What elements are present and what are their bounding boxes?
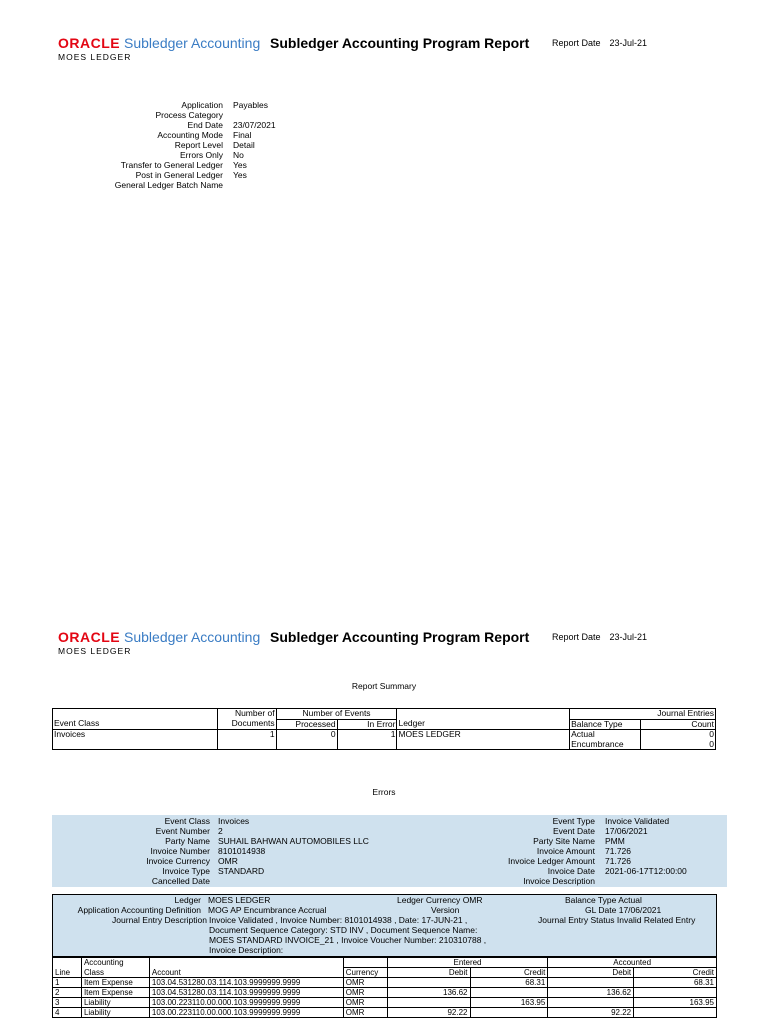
param-row bbox=[0, 160, 420, 170]
cell-currency: OMR bbox=[343, 978, 387, 988]
cell-line: 1 bbox=[53, 978, 82, 988]
error-row bbox=[52, 826, 727, 836]
param-row bbox=[0, 140, 420, 150]
error-value bbox=[218, 876, 468, 886]
je-currency bbox=[397, 895, 483, 905]
param-label: Transfer to General Ledger bbox=[120, 160, 223, 170]
param-value bbox=[233, 180, 420, 190]
error-label: Invoice Description bbox=[523, 876, 595, 886]
cell-class: Item Expense bbox=[81, 978, 149, 988]
cell-accounted-debit: 136.62 bbox=[548, 988, 634, 998]
cell-entered-credit bbox=[470, 1008, 548, 1018]
cell-processed: 0 bbox=[276, 730, 337, 750]
table-row bbox=[53, 988, 717, 998]
param-row bbox=[0, 150, 420, 160]
header-event-class: Event Class bbox=[53, 719, 218, 730]
header-accounted-debit: Debit bbox=[548, 968, 634, 978]
header-number-of-events: Number of Events bbox=[276, 709, 397, 720]
cell-currency: OMR bbox=[343, 1008, 387, 1018]
cell-line: 2 bbox=[53, 988, 82, 998]
header-accounting: Accounting bbox=[81, 958, 149, 968]
table-row bbox=[53, 978, 717, 988]
header-accounted: Accounted bbox=[548, 958, 717, 968]
param-value: No bbox=[233, 150, 244, 160]
param-row bbox=[0, 100, 420, 110]
error-row bbox=[52, 846, 727, 856]
error-row bbox=[52, 836, 727, 846]
balance-type-actual: Actual bbox=[571, 729, 595, 739]
header-processed: Processed bbox=[276, 719, 337, 730]
cell-in-error: 1 bbox=[337, 730, 397, 750]
cell-balance-types bbox=[570, 730, 641, 750]
header-account: Account bbox=[149, 968, 343, 978]
logo-brand: ORACLE bbox=[58, 35, 121, 51]
param-label: Application bbox=[181, 100, 223, 110]
cell-entered-credit: 68.31 bbox=[470, 978, 548, 988]
cell-currency: OMR bbox=[343, 998, 387, 1008]
ledger-name: MOES LEDGER bbox=[58, 646, 132, 656]
je-gl-date-value: 17/06/2021 bbox=[618, 905, 662, 915]
table-row bbox=[53, 1008, 717, 1018]
header-count: Count bbox=[641, 719, 716, 730]
cell-currency: OMR bbox=[343, 988, 387, 998]
logo-product: Subledger Accounting bbox=[124, 629, 261, 645]
je-ledger-value: MOES LEDGER bbox=[208, 895, 271, 905]
cell-entered-debit: 92.22 bbox=[387, 1008, 470, 1018]
report-date-value: 23-Jul-21 bbox=[609, 38, 648, 48]
balance-type-encumbrance: Encumbrance bbox=[571, 738, 624, 749]
count-actual: 0 bbox=[709, 729, 714, 739]
error-label: Invoice Ledger Amount bbox=[508, 856, 595, 866]
cell-accounted-credit bbox=[634, 988, 717, 998]
errors-title: Errors bbox=[372, 787, 396, 797]
cell-class: Liability bbox=[81, 1008, 149, 1018]
error-value: Invoices bbox=[218, 816, 250, 826]
je-status-label: Journal Entry Status bbox=[538, 915, 615, 925]
cell-event-class: Invoices bbox=[53, 730, 218, 750]
summary-header-row bbox=[53, 719, 716, 730]
error-value: 17/06/2021 bbox=[605, 826, 648, 836]
error-value: 8101014938 bbox=[218, 846, 266, 856]
report-date-label: Report Date bbox=[552, 632, 601, 642]
param-label: Report Level bbox=[174, 140, 223, 150]
je-aad-label: Application Accounting Definition bbox=[77, 905, 201, 915]
je-desc-label: Journal Entry Description bbox=[112, 915, 207, 925]
error-value: 71.726 bbox=[605, 856, 631, 866]
error-label: Event Class bbox=[164, 816, 210, 826]
header-cell bbox=[53, 958, 82, 968]
cell-documents: 1 bbox=[217, 730, 276, 750]
oracle-logo bbox=[58, 35, 260, 51]
error-label: Cancelled Date bbox=[151, 876, 210, 886]
header-entered-credit: Credit bbox=[470, 968, 548, 978]
je-currency-label: Ledger Currency bbox=[397, 895, 461, 905]
je-gl-date bbox=[585, 905, 661, 915]
cell-class: Liability bbox=[81, 998, 149, 1008]
param-label: Post in General Ledger bbox=[135, 170, 223, 180]
param-row bbox=[0, 130, 420, 140]
je-currency-value: OMR bbox=[462, 895, 483, 905]
header-balance-type: Balance Type bbox=[570, 719, 641, 730]
error-row bbox=[52, 816, 727, 826]
header-cell bbox=[343, 958, 387, 968]
error-event-panel bbox=[52, 815, 727, 887]
je-description bbox=[209, 915, 539, 955]
error-value: OMR bbox=[218, 856, 238, 866]
je-desc-line: MOES STANDARD INVOICE_21 , Invoice Voucher Number: 210310788 , bbox=[209, 935, 487, 945]
journal-entry-header bbox=[52, 894, 717, 957]
error-value: 2021-06-17T12:00:00 bbox=[605, 866, 687, 876]
param-value: Final bbox=[233, 130, 252, 140]
error-value bbox=[605, 876, 727, 886]
error-label: Invoice Currency bbox=[146, 856, 210, 866]
report-date-value: 23-Jul-21 bbox=[609, 632, 648, 642]
error-value: 71.726 bbox=[605, 846, 631, 856]
error-label: Invoice Type bbox=[162, 866, 210, 876]
cell-class: Item Expense bbox=[81, 988, 149, 998]
logo-brand: ORACLE bbox=[58, 629, 121, 645]
cell-accounted-debit: 92.22 bbox=[548, 1008, 634, 1018]
cell-accounted-credit: 163.95 bbox=[634, 998, 717, 1008]
header-class: Class bbox=[81, 968, 149, 978]
error-value: 2 bbox=[218, 826, 223, 836]
cell-entered-credit bbox=[470, 988, 548, 998]
error-row bbox=[52, 866, 727, 876]
param-value: 23/07/2021 bbox=[233, 120, 276, 130]
report-title: Subledger Accounting Program Report bbox=[270, 629, 530, 645]
report-date bbox=[552, 632, 656, 642]
error-label: Event Type bbox=[552, 816, 595, 826]
param-label: General Ledger Batch Name bbox=[114, 180, 223, 190]
error-label: Party Name bbox=[165, 836, 210, 846]
cell-account: 103.04.531280.03.114.103.9999999.9999 bbox=[149, 988, 343, 998]
param-row bbox=[0, 180, 420, 190]
header-documents: Documents bbox=[217, 719, 276, 730]
error-row bbox=[52, 876, 727, 886]
je-desc-line: Invoice Validated , Invoice Number: 8101014938 , Date: 17-JUN-21 , bbox=[209, 915, 468, 925]
je-desc-line: Invoice Description: bbox=[209, 945, 284, 955]
summary-table bbox=[52, 708, 716, 750]
ledger-name: MOES LEDGER bbox=[58, 52, 132, 62]
error-value: PMM bbox=[605, 836, 625, 846]
header-accounted-credit: Credit bbox=[634, 968, 717, 978]
cell-account: 103.04.531280.03.114.103.9999999.9999 bbox=[149, 978, 343, 988]
param-value: Yes bbox=[233, 160, 247, 170]
je-balance-type-value: Actual bbox=[618, 895, 642, 905]
je-status-value: Invalid Related Entry bbox=[616, 915, 696, 925]
error-value: STANDARD bbox=[218, 866, 265, 876]
cell-account: 103.00.223110.00.000.103.9999999.9999 bbox=[149, 1008, 343, 1018]
error-label: Invoice Number bbox=[150, 846, 210, 856]
cell-entered-credit: 163.95 bbox=[470, 998, 548, 1008]
error-value: Invoice Validated bbox=[605, 816, 670, 826]
je-balance-type bbox=[565, 895, 642, 905]
param-value: Yes bbox=[233, 170, 247, 180]
header-currency: Currency bbox=[343, 968, 387, 978]
report-title: Subledger Accounting Program Report bbox=[270, 35, 530, 51]
cell-entered-debit bbox=[387, 978, 470, 988]
summary-header-row bbox=[53, 709, 716, 720]
lines-header-row bbox=[53, 968, 717, 978]
je-ledger-label: Ledger bbox=[174, 895, 201, 905]
param-label: Process Category bbox=[155, 110, 223, 120]
error-label: Event Date bbox=[552, 826, 595, 836]
cell-entered-debit: 136.62 bbox=[387, 988, 470, 998]
cell-accounted-debit bbox=[548, 998, 634, 1008]
je-version-label: Version bbox=[431, 905, 460, 915]
cell-entered-debit bbox=[387, 998, 470, 1008]
journal-lines bbox=[52, 957, 717, 1018]
param-value: Payables bbox=[233, 100, 268, 110]
header-number-of: Number of bbox=[217, 709, 276, 720]
journal-lines-table bbox=[52, 957, 717, 1018]
lines-header-row bbox=[53, 958, 717, 968]
summary-title: Report Summary bbox=[351, 681, 417, 691]
je-gl-date-label: GL Date bbox=[585, 905, 617, 915]
param-label: End Date bbox=[187, 120, 223, 130]
param-label: Errors Only bbox=[180, 150, 223, 160]
header-journal-entries: Journal Entries bbox=[570, 709, 716, 720]
cell-accounted-credit: 68.31 bbox=[634, 978, 717, 988]
cell-accounted-credit bbox=[634, 1008, 717, 1018]
summary-data-row bbox=[53, 730, 716, 750]
report-date-label: Report Date bbox=[552, 38, 601, 48]
header-entered: Entered bbox=[387, 958, 548, 968]
je-balance-type-label: Balance Type bbox=[565, 895, 617, 905]
logo-product: Subledger Accounting bbox=[124, 35, 261, 51]
cell-ledger: MOES LEDGER bbox=[397, 730, 570, 750]
param-row bbox=[0, 110, 420, 120]
param-label: Accounting Mode bbox=[157, 130, 223, 140]
header-in-error: In Error bbox=[337, 719, 397, 730]
error-label: Event Number bbox=[155, 826, 210, 836]
header-entered-debit: Debit bbox=[387, 968, 470, 978]
report-parameters bbox=[0, 100, 420, 190]
header-line: Line bbox=[53, 968, 82, 978]
error-label: Invoice Amount bbox=[536, 846, 595, 856]
cell-line: 3 bbox=[53, 998, 82, 1008]
cell-account: 103.00.223110.00.000.103.9999999.9999 bbox=[149, 998, 343, 1008]
je-desc-line: Document Sequence Category: STD INV , Document Sequence Name: bbox=[209, 925, 478, 935]
param-value: Detail bbox=[233, 140, 255, 150]
je-aad-value: MOG AP Encumbrance Accrual bbox=[208, 905, 327, 915]
cell-accounted-debit bbox=[548, 978, 634, 988]
header-ledger: Ledger bbox=[397, 719, 570, 730]
error-row bbox=[52, 856, 727, 866]
cell-line: 4 bbox=[53, 1008, 82, 1018]
param-row bbox=[0, 170, 420, 180]
param-row bbox=[0, 120, 420, 130]
table-row bbox=[53, 998, 717, 1008]
report-date bbox=[552, 38, 656, 48]
cell-counts bbox=[641, 730, 716, 750]
param-value bbox=[233, 110, 420, 120]
error-label: Party Site Name bbox=[533, 836, 595, 846]
oracle-logo bbox=[58, 629, 260, 645]
error-value: SUHAIL BAHWAN AUTOMOBILES LLC bbox=[218, 836, 369, 846]
count-encumbrance: 0 bbox=[709, 738, 714, 749]
je-status bbox=[538, 915, 695, 925]
header-cell bbox=[149, 958, 343, 968]
error-label: Invoice Date bbox=[547, 866, 595, 876]
